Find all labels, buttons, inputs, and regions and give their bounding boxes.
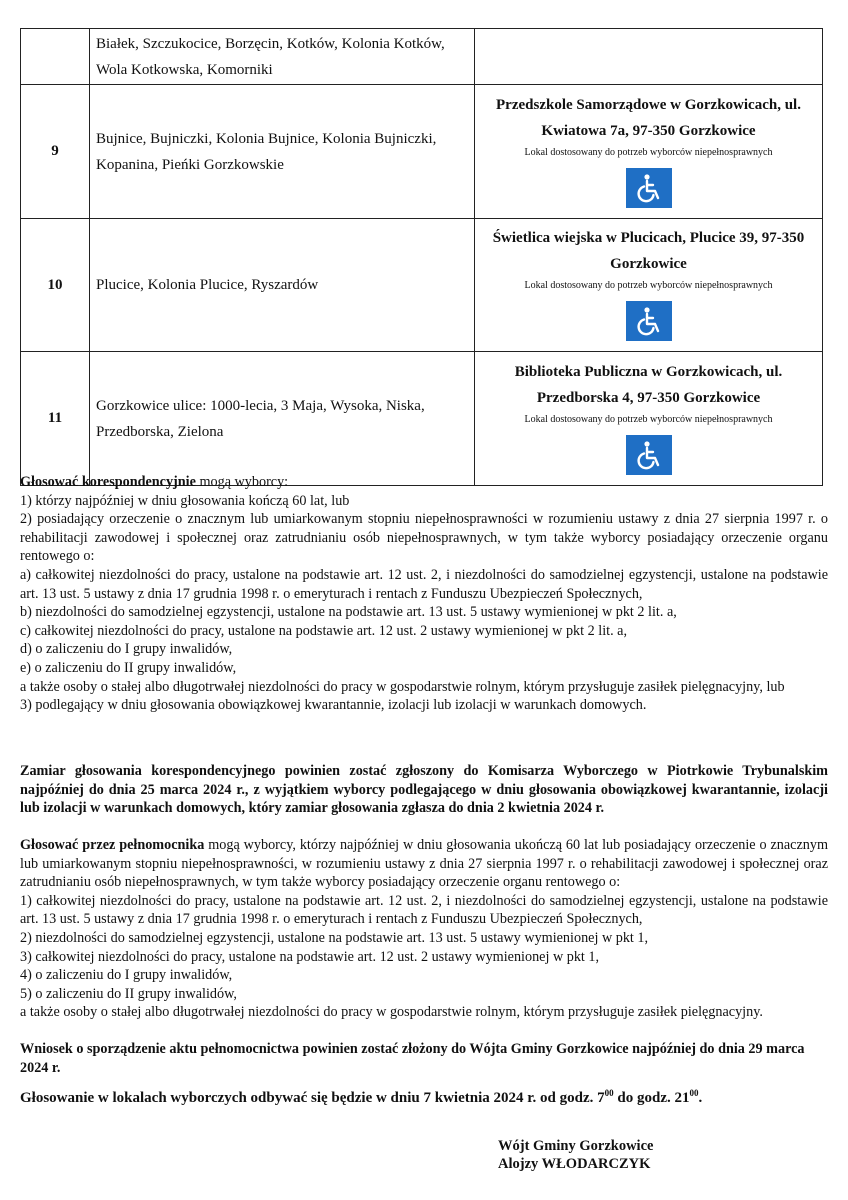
proxy-voting-section (20, 836, 828, 1022)
list-item: 1) całkowitej niezdolności do pracy, ustalone na podstawie art. 12 ust. 2, i niezdolności do samodzielnej egzystencji, ustalone na podstawie art. 13 ust. 5 ustawy z dnia 17 grudnia 1998 r. o emeryturach i rentach z Funduszu Ubezpieczeń Społecznych, (20, 892, 828, 928)
heading-rest: mogą wyborcy, którzy najpóźniej w dniu głosowania ukończą 60 lat lub posiadający orzeczenie o znacznym lub umiarkowanym stopniu niepełnosprawności, w rozumieniu ustawy z dnia 27 sierpnia 1997 r. o rehabilitacji zawodowej i społecznej oraz zatrudnianiu osób niepełnosprawnych, w tym także wyborcy posiadający orzeczenie organu rentowego o: (20, 837, 828, 891)
district-areas: Bujnice, Bujniczki, Kolonia Bujnice, Kolonia Bujniczki, Kopanina, Pieńki Gorzkowskie (90, 85, 475, 219)
list-item: a także osoby o stałej albo długotrwałej niezdolności do pracy w gospodarstwie rolnym, którym przysługuje zasiłek pielęgnacyjny. (20, 1004, 763, 1021)
polling-place (475, 85, 823, 219)
district-areas: Plucice, Kolonia Plucice, Ryszardów (90, 219, 475, 352)
district-areas: Białek, Szczukocice, Borzęcin, Kotków, Kolonia Kotków, Wola Kotkowska, Komorniki (90, 29, 475, 85)
table-row (21, 219, 823, 352)
hours-close-minutes: 00 (689, 1088, 699, 1098)
signatory-name: Alojzy WŁODARCZYK (498, 1156, 651, 1172)
polling-place (475, 29, 823, 85)
signatory-title: Wójt Gminy Gorzkowice (498, 1138, 654, 1154)
list-item: 5) o zaliczeniu do II grupy inwalidów, (20, 985, 237, 1002)
wheelchair-icon (626, 435, 672, 475)
table-row (21, 85, 823, 219)
list-item: 1) którzy najpóźniej w dniu głosowania kończą 60 lat, lub (20, 492, 350, 509)
district-number: 10 (21, 219, 90, 352)
heading-bold: Głosować przez pełnomocnika (20, 837, 205, 853)
polling-districts-table (20, 28, 823, 486)
hours-middle: do godz. 21 (613, 1090, 690, 1106)
list-item: 3) całkowitej niezdolności do pracy, ustalone na podstawie art. 12 ust. 2 ustawy wymienionej w pkt 1, (20, 948, 600, 965)
district-areas: Gorzkowice ulice: 1000-lecia, 3 Maja, Wysoka, Niska, Przedborska, Zielona (90, 352, 475, 486)
accessibility-note: Lokal dostosowany do potrzeb wyborców niepełnosprawnych (524, 413, 773, 425)
polling-place (475, 352, 823, 486)
correspondence-notice: Zamiar głosowania korespondencyjnego powinien zostać zgłoszony do Komisarza Wyborczego w Piotrkowie Trybunalskim najpóźniej do dnia 25 marca 2024 r., z wyjątkiem wyborcy podlegającego w dniu głosowania obowiązkowej kwarantannie, izolacji lub izolacji w warunkach domowych, który zamiar głosowania zgłasza do dnia 2 kwietnia 2024 r. (20, 763, 828, 817)
heading-rest: mogą wyborcy: (195, 474, 289, 490)
list-item: 2) niezdolności do samodzielnej egzystencji, ustalone na podstawie art. 13 ust. 5 ustawy wymienionej w pkt 1, (20, 929, 649, 946)
table-row (21, 29, 823, 85)
polling-place-address: Świetlica wiejska w Plucicach, Plucice 39, 97-350 Gorzkowice (492, 230, 805, 272)
district-number: 9 (21, 85, 90, 219)
table-row (21, 352, 823, 486)
section-heading (20, 473, 828, 492)
heading-bold: Głosować korespondencyjnie (20, 474, 196, 490)
proxy-notice: Wniosek o sporządzenie aktu pełnomocnictwa powinien zostać złożony do Wójta Gminy Gorzkowice najpóźniej do dnia 29 marca 2024 r. (20, 1041, 805, 1076)
hours-suffix: . (698, 1090, 703, 1106)
list-item: d) o zaliczeniu do I grupy inwalidów, (20, 641, 233, 658)
wheelchair-icon (626, 301, 672, 341)
list-item: b) niezdolności do samodzielnej egzystencji, ustalone na podstawie art. 13 ust. 5 ustawy wymienionej w pkt 2 lit. a, (20, 604, 677, 621)
list-item: 2) posiadający orzeczenie o znacznym lub umiarkowanym stopniu niepełnosprawności w rozumieniu ustawy z dnia 27 sierpnia 1997 r. o rehabilitacji zawodowej i społecznej oraz zatrudnianiu osób niepełnosprawnych, w tym także wyborcy posiadający orzeczenie organu rentowego o: (20, 511, 828, 565)
polling-place-address: Przedszkole Samorządowe w Gorzkowicach, ul. Kwiatowa 7a, 97-350 Gorzkowice (496, 96, 801, 139)
list-item: c) całkowitej niezdolności do pracy, ustalone na podstawie art. 12 ust. 2 ustawy wymienionej w pkt 2 lit. a, (20, 622, 628, 639)
correspondence-voting-section (20, 473, 828, 715)
accessibility-note: Lokal dostosowany do potrzeb wyborców niepełnosprawnych (524, 146, 773, 158)
list-item: e) o zaliczeniu do II grupy inwalidów, (20, 659, 237, 676)
list-item: a) całkowitej niezdolności do pracy, ustalone na podstawie art. 12 ust. 2, i niezdolności do samodzielnej egzystencji, ustalone na podstawie art. 13 ust. 5 ustawy z dnia 17 grudnia 1998 r. o emeryturach i rentach z Funduszu Ubezpieczeń Społecznych, (20, 566, 828, 602)
hours-prefix: Głosowanie w lokalach wyborczych odbywać się będzie w dniu 7 kwietnia 2024 r. od godz. 7 (20, 1090, 605, 1106)
polling-place-address: Biblioteka Publiczna w Gorzkowicach, ul. Przedborska 4, 97-350 Gorzkowice (514, 363, 783, 406)
section-heading (20, 836, 828, 892)
district-number (21, 29, 90, 85)
accessibility-note: Lokal dostosowany do potrzeb wyborców niepełnosprawnych (524, 280, 773, 291)
polling-place (475, 219, 823, 352)
wheelchair-icon (626, 168, 672, 208)
signature-block (498, 1137, 653, 1173)
district-number: 11 (21, 352, 90, 486)
voting-hours (20, 1089, 828, 1108)
list-item: a także osoby o stałej albo długotrwałej niezdolności do pracy w gospodarstwie rolnym, którym przysługuje zasiłek pielęgnacyjny, lub (20, 678, 785, 695)
list-item: 4) o zaliczeniu do I grupy inwalidów, (20, 967, 233, 984)
list-item: 3) podlegający w dniu głosowania obowiązkowej kwarantannie, izolacji lub izolacji w warunkach domowych. (20, 697, 647, 714)
hours-open-minutes: 00 (604, 1088, 614, 1098)
